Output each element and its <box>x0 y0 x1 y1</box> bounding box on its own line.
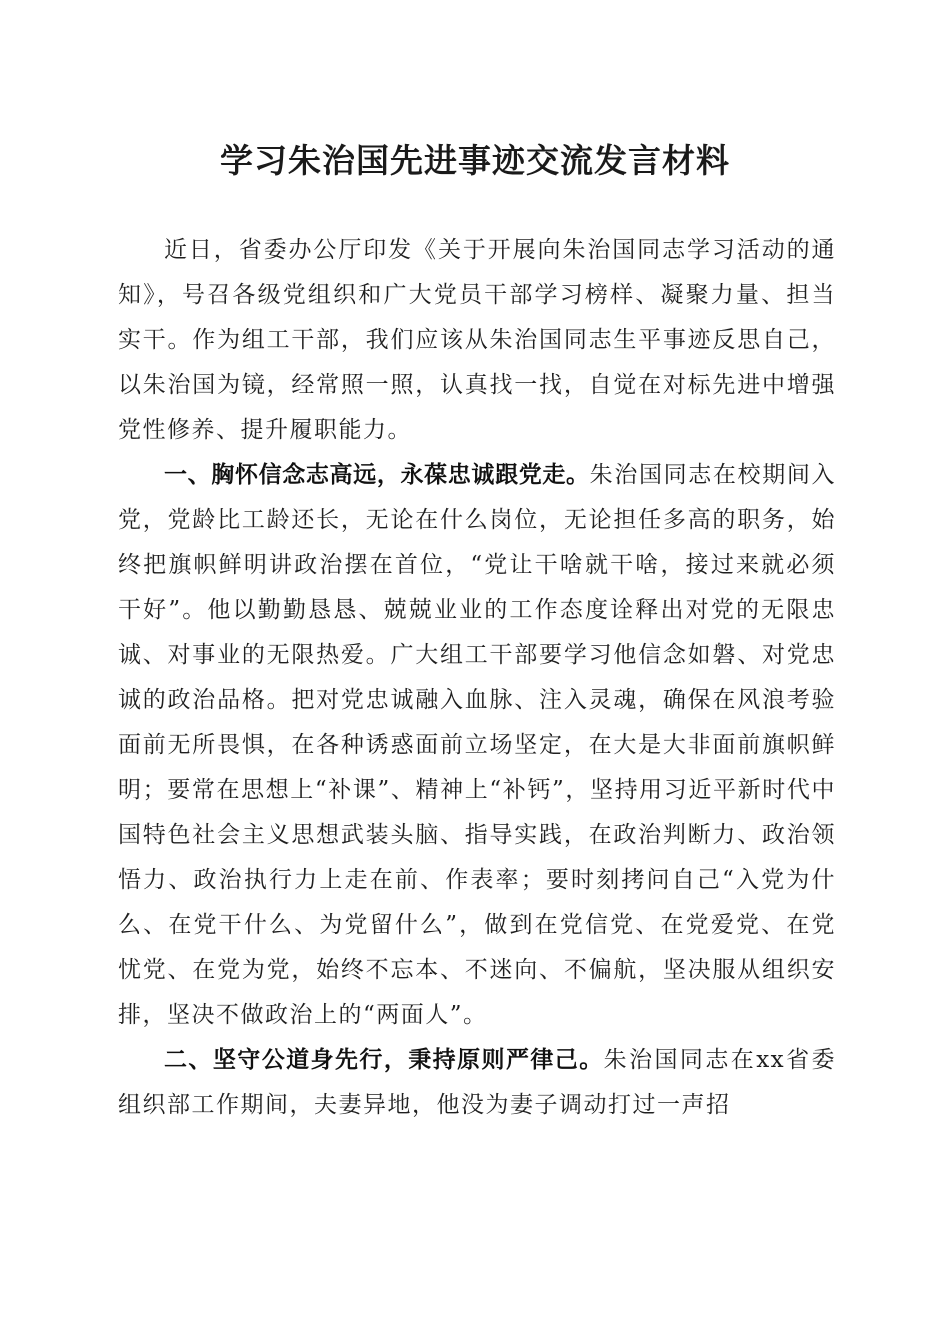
paragraph-text: 朱治国同志在xx省委组织部工作期间，夫妻异地，他没为妻子调动打过一声招 <box>118 1047 836 1118</box>
document-body <box>118 228 836 1128</box>
paragraph-section-2 <box>118 1038 836 1128</box>
paragraph-intro <box>118 228 836 453</box>
section-heading: 二、坚守公道身先行，秉持原则严律己。 <box>164 1047 604 1073</box>
paragraph-text: 朱治国同志在校期间入党，党龄比工龄还长，无论在什么岗位，无论担任多高的职务，始终把旗帜鲜明讲政治摆在首位，“党让干啥就干啥，接过来就必须干好”。他以勤勤恳恳、兢兢业业的工作态度诠释出对党的无限忠诚、对事业的无限热爱。广大组工干部要学习他信念如磐、对党忠诚的政治品格。把对党忠诚融入血脉、注入灵魂，确保在风浪考验面前无所畏惧，在各种诱惑面前立场坚定，在大是大非面前旗帜鲜明；要常在思想上“补课”、精神上“补钙”，坚持用习近平新时代中国特色社会主义思想武装头脑、指导实践，在政治判断力、政治领悟力、政治执行力上走在前、作表率；要时刻拷问自己“入党为什么、在党干什么、为党留什么”，做到在党信党、在党爱党、在党忧党、在党为党，始终不忘本、不迷向、不偏航，坚决服从组织安排，坚决不做政治上的“两面人”。 <box>118 462 837 1028</box>
paragraph-section-1 <box>118 453 836 1038</box>
section-heading: 一、胸怀信念志高远，永葆忠诚跟党走。 <box>164 462 590 488</box>
document-title: 学习朱治国先进事迹交流发言材料 <box>220 141 730 180</box>
paragraph-text: 近日，省委办公厅印发《关于开展向朱治国同志学习活动的通知》，号召各级党组织和广大党员干部学习榜样、凝聚力量、担当实干。作为组工干部，我们应该从朱治国同志生平事迹反思自己，以朱治国为镜，经常照一照，认真找一找，自觉在对标先进中增强党性修养、提升履职能力。 <box>118 237 836 443</box>
